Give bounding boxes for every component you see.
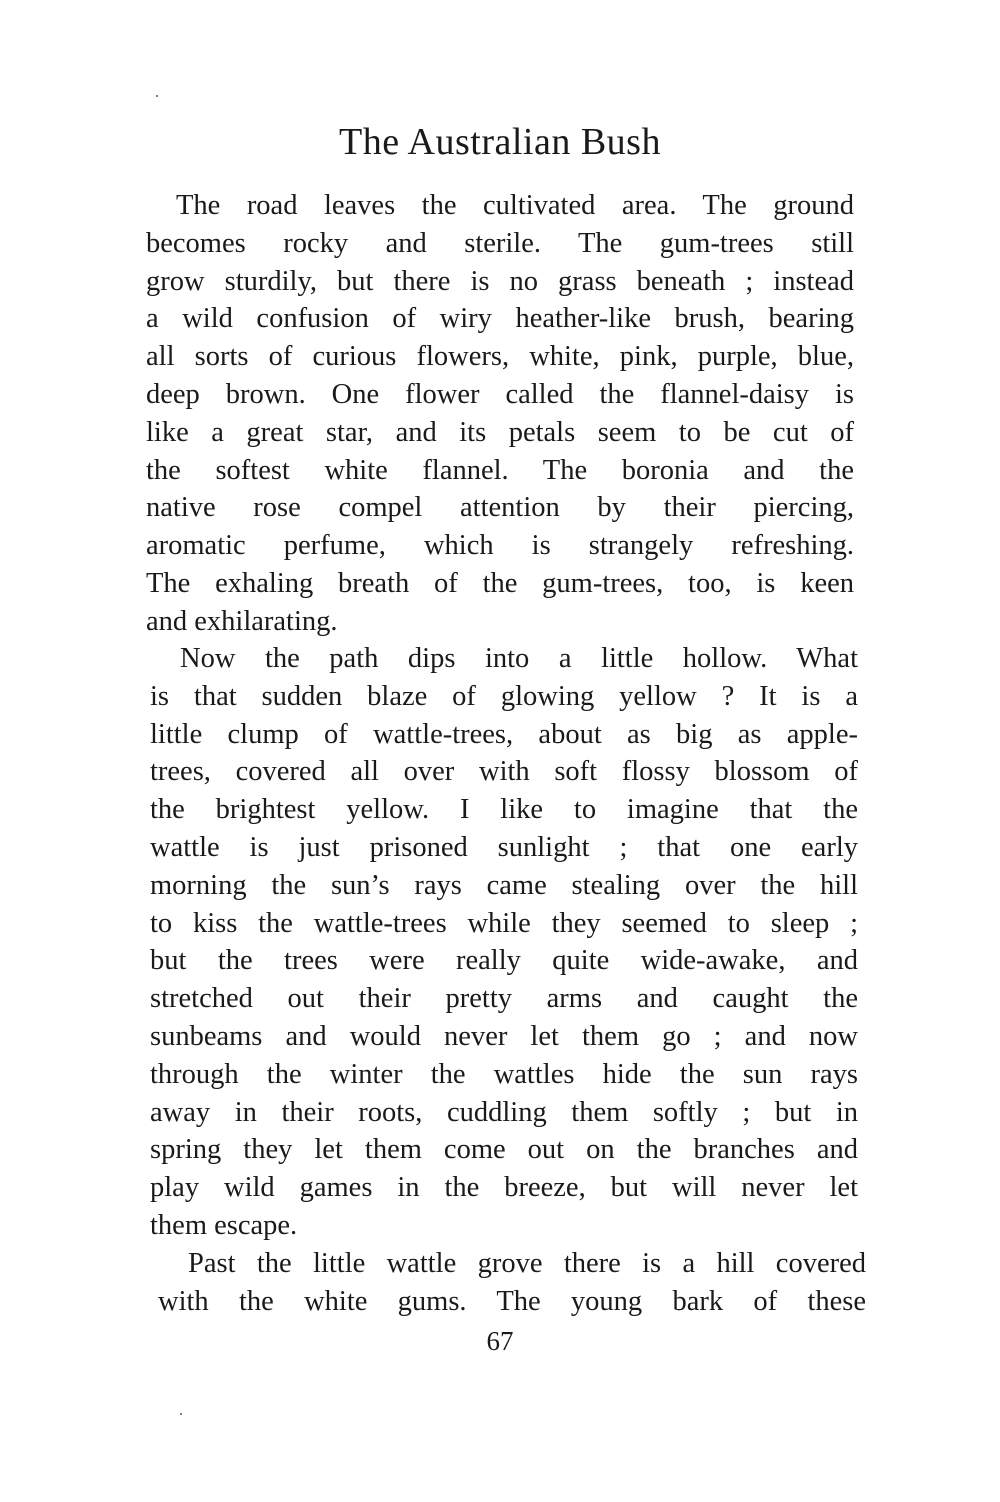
text-line: the softest white flannel. The boronia and the (146, 454, 854, 486)
text-line: all sorts of curious flowers, white, pink, purple, blue, (146, 341, 854, 373)
paragraph-3 (158, 1245, 866, 1321)
page-number: 67 (486, 1326, 514, 1356)
text-line: Past the little wattle grove there is a hill covered (188, 1248, 866, 1279)
running-title: The Australian Bush (339, 121, 661, 163)
text-line: morning the sun’s rays came stealing over the hill (150, 869, 858, 901)
text-line: the brightest yellow. I like to imagine that the (150, 794, 858, 826)
text-line: little clump of wattle-trees, about as big as apple- (150, 718, 858, 750)
text-line: wattle is just prisoned sunlight ; that one early (150, 831, 858, 863)
text-line: The road leaves the cultivated area. The ground (176, 190, 854, 221)
text-line: sunbeams and would never let them go ; and now (150, 1020, 858, 1052)
text-line: is that sudden blaze of glowing yellow ? It is a (150, 680, 858, 712)
text-line: them escape. (150, 1209, 298, 1241)
text-line: play wild games in the breeze, but will never let (150, 1172, 858, 1204)
text-line: away in their roots, cuddling them softly ; but in (150, 1096, 858, 1128)
text-line: grow sturdily, but there is no grass beneath ; instead (146, 265, 854, 297)
text-line: Now the path dips into a little hollow. What (180, 643, 858, 674)
text-line: trees, covered all over with soft flossy blossom of (150, 756, 858, 788)
text-line: deep brown. One flower called the flannel-daisy is (146, 378, 854, 410)
paragraph-2 (150, 640, 858, 1245)
text-line: The exhaling breath of the gum-trees, too, is keen (146, 567, 854, 599)
scan-speck (180, 1413, 182, 1415)
scan-speck (156, 95, 158, 97)
text-line: a wild confusion of wiry heather-like brush, bearing (146, 303, 854, 335)
text-line: spring they let them come out on the branches and (150, 1134, 858, 1166)
paragraph-1 (146, 187, 854, 641)
text-line: through the winter the wattles hide the sun rays (150, 1058, 858, 1090)
text-line: stretched out their pretty arms and caught the (150, 983, 858, 1015)
text-line: like a great star, and its petals seem to be cut of (146, 416, 854, 448)
text-line: but the trees were really quite wide-awake, and (150, 945, 858, 977)
text-line: native rose compel attention by their piercing, (146, 492, 854, 524)
text-line: with the white gums. The young bark of these (158, 1285, 866, 1317)
text-line: and exhilarating. (146, 605, 338, 637)
text-line: to kiss the wattle-trees while they seemed to sleep ; (150, 907, 858, 939)
text-line: aromatic perfume, which is strangely refreshing. (146, 530, 854, 562)
text-line: becomes rocky and sterile. The gum-trees still (146, 227, 854, 259)
